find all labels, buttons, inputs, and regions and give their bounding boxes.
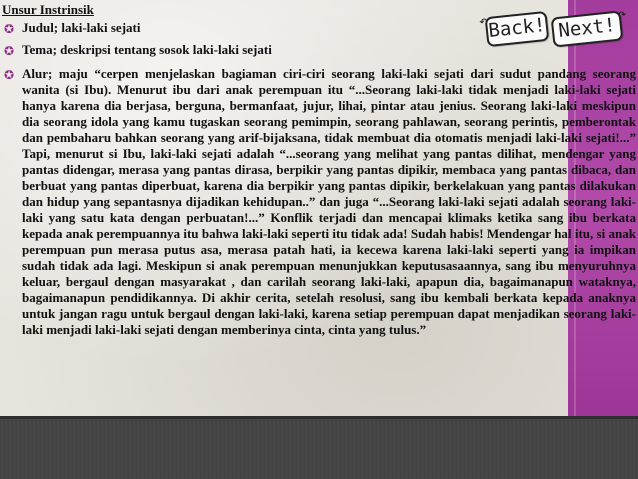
back-arrow-icon: ↶ [478,13,489,30]
list-item-text: Judul; laki-laki sejati [22,20,141,35]
back-button-label: Back! [487,14,547,42]
next-arrow-icon: ↷ [617,5,628,23]
star-bullet-icon: ✪ [4,68,15,82]
section-title: Unsur Instrinsik [2,2,94,17]
bottom-band [0,416,638,479]
next-button-label: Next! [557,14,617,42]
list-item-text: Tema; deskripsi tentang sosok laki-laki sejati [22,42,272,57]
star-bullet-icon: ✪ [4,22,15,36]
list-item-tema [0,42,636,58]
star-bullet-icon: ✪ [4,44,15,58]
list-item-text: Alur; maju “cerpen menjelaskan bagiaman ciri-ciri seorang laki-laki sejati dari sudut pandang seorang wanita (si Ibu). Menurut ibu dari anak perempuan itu “...Seorang laki-laki tidak menjadi laki-laki sejati hanya karena dia berjasa, berguna, bermanfaat, jujur, lihai, pintar atau jenius. Seorang laki-laki meskipun dia seorang idola yang kamu tugaskan seorang pemimpin, seorang pahlawan, seorang perintis, pemberontak dan pembaharu bahkan seorang yang arif-bijaksana, tidak membuat dia otomatis menjadi laki-laki sejati!...” Tapi, menurut si Ibu, laki-laki sejati adalah “...seorang yang melihat yang pantas dilihat, mendengar yang pantas didengar, merasa yang pantas dirasa, berpikir yang pantas dipikir, membaca yang pantas dibaca, dan berbuat yang pantas diperbuat, karena dia berpikir yang pantas dipikir, berkelakuan yang pantas dilakukan dan hidup yang sepantasnya dijadikan kehidupan..” dan juga “...Seorang laki-laki sejati adalah seorang laki-laki yang satu kata dengan perbuatan!...” Konflik terjadi dan mencapai klimaks ketika sang ibu berkata kepada anak perempuannya itu bahwa laki-laki seperti itu tidak ada! Sudah habis! Mendengar hal itu, si anak perempuan pun merasa putus asa, merasa patah hati, ia kecewa karena laki-laki seperti yang ia impikan sudah tidak ada lagi. Meskipun si anak perempuan menunjukkan keputusasaannya, sang ibu menyuruhnya keluar, bergaul dengan masyarakat , dan carilah seorang laki-laki, apapun dia, bagaimanapun wataknya, bagaimanapun pendidikannya. Di akhir cerita, setelah resolusi, sang ibu kembali berkata kepada anaknya untuk jangan ragu untuk bergaul dengan laki-laki, karena setiap perempuan dapat menjadikan seorang laki-laki menjadi laki-laki sejati dengan memberinya cinta, cinta yang tulus.” [22,66,636,337]
list-item-alur [0,66,636,338]
bullet-list [0,20,636,338]
